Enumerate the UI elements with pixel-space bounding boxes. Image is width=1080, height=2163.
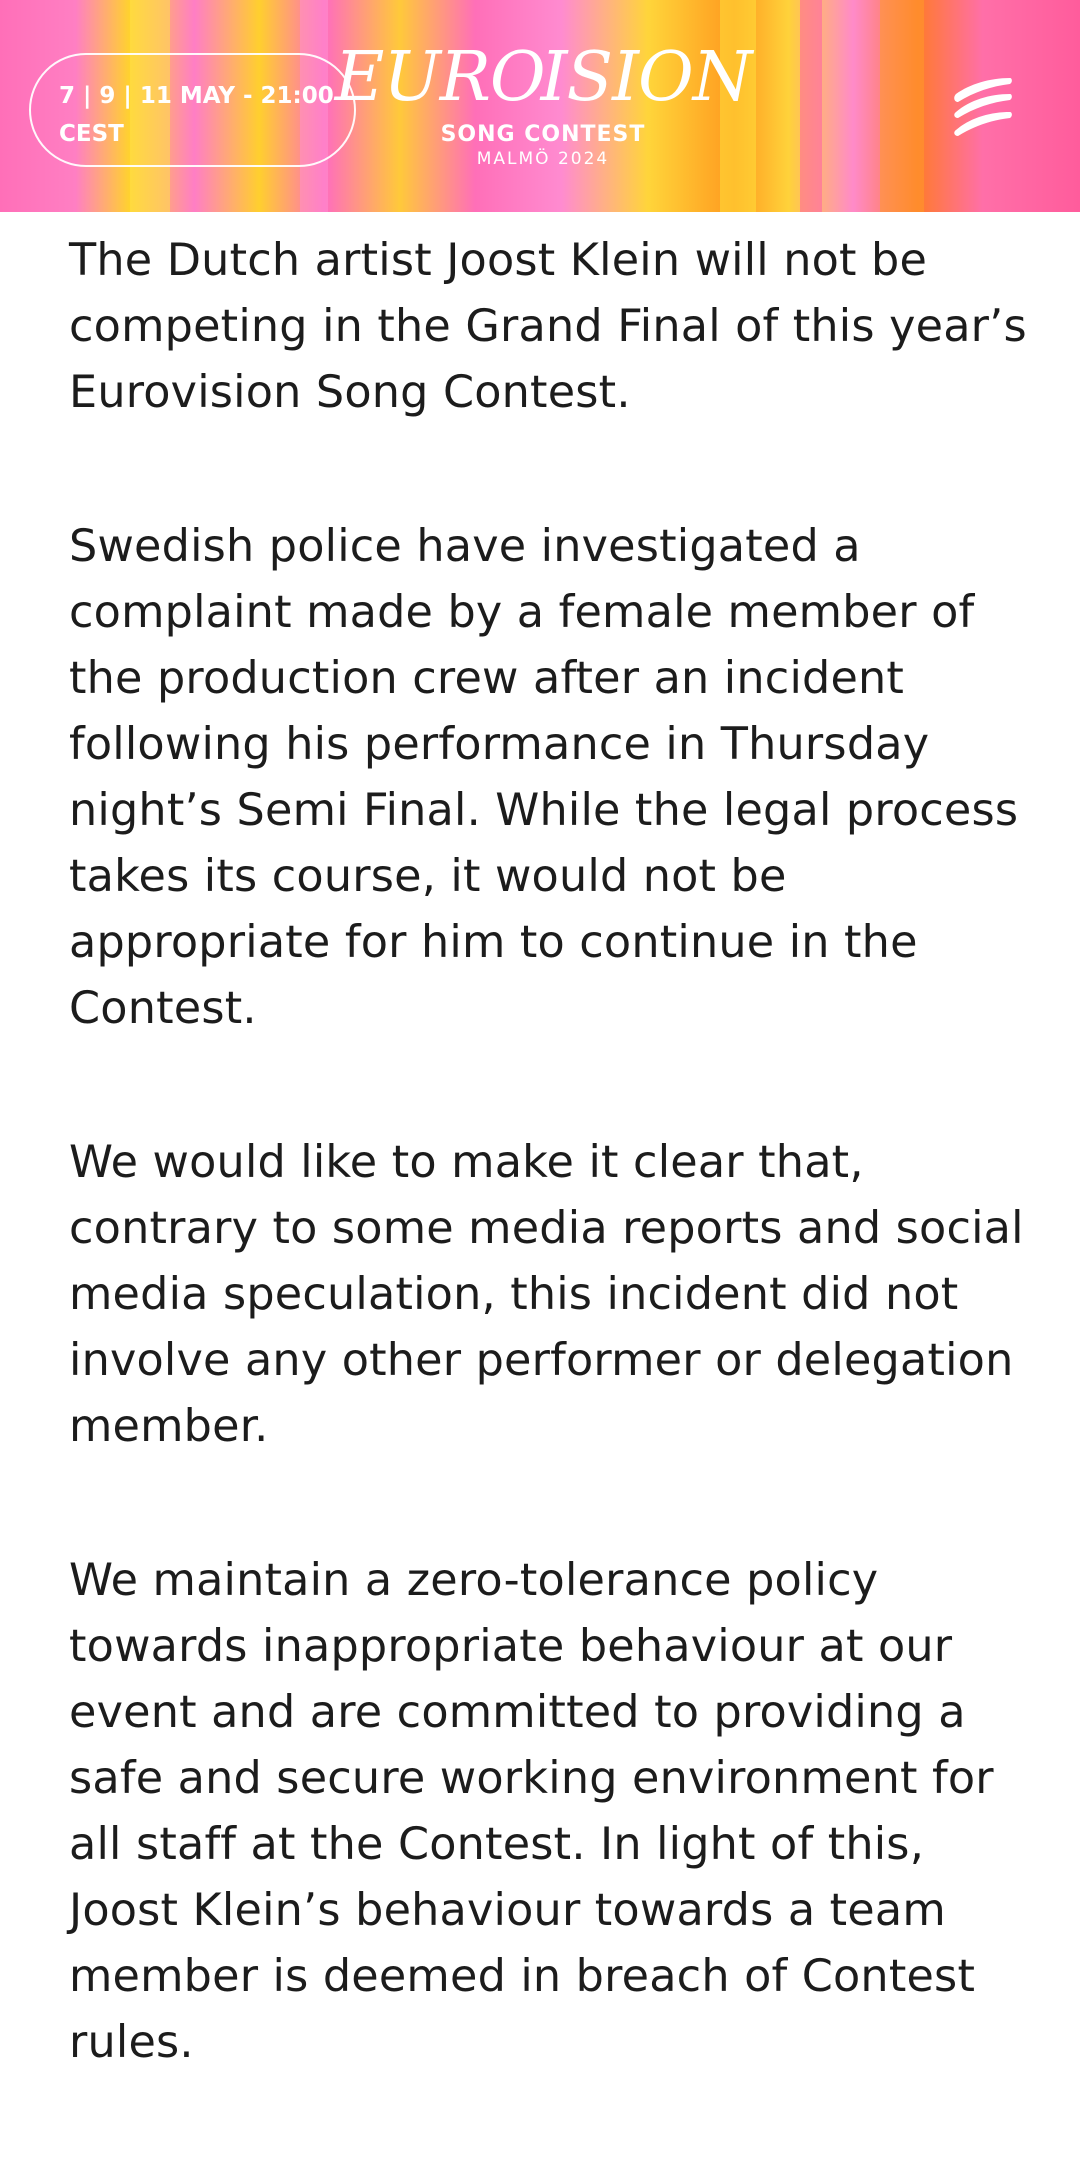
- date-pill[interactable]: [29, 53, 356, 167]
- header-stripe: [800, 0, 822, 212]
- site-header: [0, 0, 1080, 212]
- article-body: [69, 228, 1029, 2163]
- logo-word-left: EURO: [334, 38, 545, 117]
- logo-wordmark: [334, 36, 752, 120]
- article-paragraph: The Dutch artist Joost Klein will not be competing in the Grand Final of this year’s Eurovision Song Contest.: [69, 235, 1027, 418]
- date-line: 7 | 9 | 11 MAY - 21:00: [59, 83, 334, 109]
- article-paragraph: We maintain a zero-tolerance policy towards inappropriate behaviour at our event and are committed to providing a safe and secure working environment for all staff at the Contest. In light of this, Joost Klein’s behaviour towards a team member is deemed in breach of Contest rules.: [69, 1555, 994, 2068]
- eurovision-logo[interactable]: [334, 36, 752, 176]
- logo-word-right: ISION: [540, 38, 752, 117]
- logo-subtitle: SONG CONTEST: [440, 122, 646, 147]
- article-paragraph: Swedish police have investigated a complaint made by a female member of the production crew after an incident following his performance in Thursday night’s Semi Final. While the legal process takes its course, it would not be appropriate for him to continue in the Contest.: [69, 521, 1019, 1034]
- article-paragraph: We would like to make it clear that, contrary to some media reports and social media speculation, this incident did not involve any other performer or delegation member.: [69, 1137, 1024, 1452]
- menu-button[interactable]: [950, 72, 1016, 138]
- logo-city: MALMÖ 2024: [476, 149, 610, 169]
- timezone-line: CEST: [59, 121, 124, 147]
- header-stripe: [880, 0, 924, 212]
- menu-icon: [950, 72, 1016, 138]
